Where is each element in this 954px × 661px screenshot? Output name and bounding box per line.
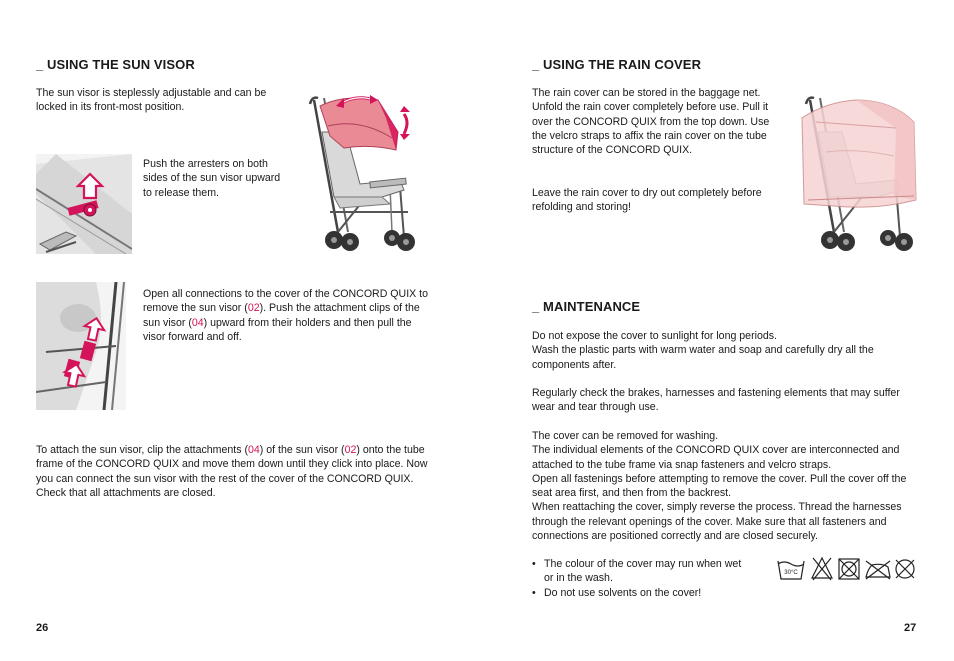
page-number-right: 27 bbox=[904, 622, 917, 634]
no-bleach-icon bbox=[810, 556, 834, 582]
stroller-sun-visor-illustration bbox=[300, 92, 424, 254]
attachment-clip-closeup-illustration bbox=[36, 282, 126, 410]
care-symbols bbox=[776, 556, 916, 584]
list-item: • Do not use solvents on the cover! bbox=[532, 586, 742, 600]
maintenance-para2: Regularly check the brakes, harnesses and fastening elements that may suffer wear and tear through use. bbox=[532, 387, 900, 414]
rain-cover-para2: Leave the rain cover to dry out completely before refolding and storing! bbox=[532, 187, 762, 214]
remove-visor-step-text: Open all connections to the cover of the CONCORD QUIX to remove the sun visor (02). Push the attachment clips of the sun visor (04) upward from their holders and then pull the visor forward and off. bbox=[143, 288, 428, 343]
arrester-step-text: Push the arresters on both sides of the sun visor upward to release them. bbox=[143, 158, 281, 199]
page-number-left: 26 bbox=[36, 622, 49, 634]
maintenance-bullet-list bbox=[532, 557, 742, 600]
rain-cover-para1: The rain cover can be stored in the baggage net. Unfold the rain cover completely before use. Pull it over the CONCORD QUIX from the top down. Use the velcro straps to affix the rain cover on the tube structure of the CONCORD QUIX. bbox=[532, 87, 770, 157]
wash-30-icon bbox=[776, 558, 806, 582]
no-dry-clean-icon bbox=[893, 557, 917, 581]
rain-cover-heading: _ USING THE RAIN COVER bbox=[532, 57, 702, 72]
list-item: • The colour of the cover may run when wet or in the wash. bbox=[532, 557, 742, 586]
no-tumble-dry-icon bbox=[837, 557, 861, 581]
sun-visor-heading: _ USING THE SUN VISOR bbox=[36, 57, 195, 72]
sun-visor-intro: The sun visor is steplessly adjustable and can be locked in its front-most position. bbox=[36, 87, 267, 114]
maintenance-para3: The cover can be removed for washing. The individual elements of the CONCORD QUIX cover are interconnected and attached to the tube frame via snap fasteners and velcro straps. Open all fastenings before attempting to remove the cover. Pull the cover off the seat area first, and then from the backrest. When reattaching the cover, simply reverse the process. Thread the harnesses through the relevant openings of the cover. Make sure that all fasteners and connections are positioned correctly and are closed securely. bbox=[532, 430, 907, 543]
maintenance-para1: Do not expose the cover to sunlight for long periods. Wash the plastic parts with warm water and soap and carefully dry all the components after. bbox=[532, 330, 874, 371]
stroller-rain-cover-illustration bbox=[796, 92, 922, 254]
arrester-closeup-illustration bbox=[36, 154, 132, 254]
attach-visor-text: To attach the sun visor, clip the attachments (04) of the sun visor (02) onto the tube frame of the CONCORD QUIX and move them down until they click into place. Now you can connect the sun visor with the rest of the cover of the CONCORD QUIX. Check that all attachments are closed. bbox=[36, 444, 428, 499]
maintenance-heading: _ MAINTENANCE bbox=[532, 299, 641, 314]
no-iron-icon bbox=[864, 557, 892, 581]
wash-temp-label: 30°C bbox=[784, 570, 798, 576]
